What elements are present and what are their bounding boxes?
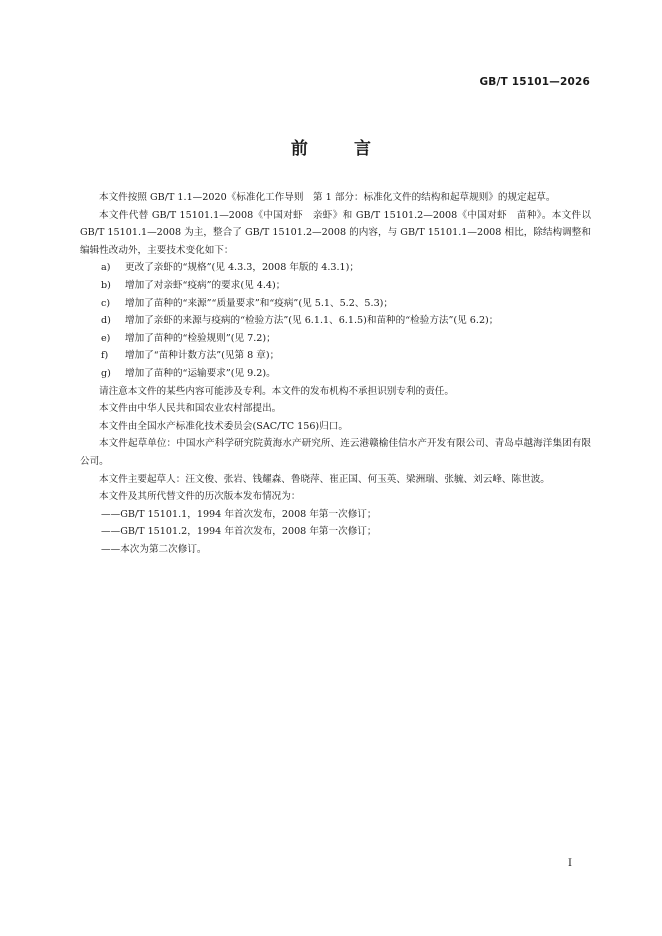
list-text: 更改了亲虾的“规格”(见 4.3.3，2008 年版的 4.3.1)； xyxy=(125,262,359,274)
history-item: ——GB/T 15101.1，1994 年首次发布，2008 年第一次修订； xyxy=(101,508,377,520)
paragraph-drafters: 本文件主要起草人：汪文俊、张岩、钱耀森、鲁晓萍、崔正国、何玉英、梁洲瑞、张毓、刘云峰、陈世波。 xyxy=(99,473,550,485)
paragraph-drafting-units: 本文件起草单位：中国水产科学研究院黄海水产研究所、连云港赣榆佳信水产开发有限公司、青岛卓越海洋集团有限公司。 xyxy=(80,438,591,467)
list-text: 增加了苗种的“检验规则”(见 7.2)； xyxy=(125,332,276,344)
page-title xyxy=(0,134,662,159)
history-item: ——GB/T 15101.2，1994 年首次发布，2008 年第一次修订； xyxy=(101,526,377,538)
title-char-2: 言 xyxy=(354,139,372,159)
list-marker: e) xyxy=(101,332,111,344)
list-text: 增加了“苗种计数方法”(见第 8 章)； xyxy=(125,350,280,362)
history-item: ——本次为第二次修订。 xyxy=(101,543,207,555)
paragraph-managed-by: 本文件由全国水产标准化技术委员会(SAC/TC 156)归口。 xyxy=(99,420,348,432)
paragraph-patent-notice: 请注意本文件的某些内容可能涉及专利。本文件的发布机构不承担识别专利的责任。 xyxy=(99,385,454,397)
paragraph-replacement: 本文件代替 GB/T 15101.1—2008《中国对虾 亲虾》和 GB/T 15101.2—2008《中国对虾 苗种》。本文件以 GB/T 15101.1—2008 为主，整合了 GB/T 15101.2—2008 的内容，与 GB/T 15101.1—2008 相比，除结构调整和编辑性改动外，主要技术变化如下： xyxy=(80,209,591,256)
list-item xyxy=(80,277,591,295)
list-item xyxy=(80,347,591,365)
list-item xyxy=(80,330,591,348)
page-number: I xyxy=(568,858,572,869)
list-item xyxy=(80,312,591,330)
list-text: 增加了苗种的“来源”“质量要求”和“疫病”(见 5.1、5.2、5.3)； xyxy=(125,297,394,309)
list-text: 增加了亲虾的来源与疫病的“检验方法”(见 6.1.1、6.1.5)和苗种的“检验方法”(见 6.2)； xyxy=(125,315,499,327)
paragraph-proposed-by: 本文件由中华人民共和国农业农村部提出。 xyxy=(99,403,282,415)
paragraph-drafting-rules: 本文件按照 GB/T 1.1—2020《标准化工作导则 第 1 部分：标准化文件的结构和起草规则》的规定起草。 xyxy=(99,192,556,203)
list-item xyxy=(80,259,591,277)
paragraph-history-intro: 本文件及其所代替文件的历次版本发布情况为： xyxy=(99,491,301,503)
list-marker: g) xyxy=(101,367,111,379)
list-item xyxy=(80,295,591,313)
list-marker: c) xyxy=(101,297,111,309)
list-text: 增加了对亲虾“疫病”的要求(见 4.4)； xyxy=(125,279,286,291)
foreword-body xyxy=(80,189,591,558)
list-marker: d) xyxy=(101,315,111,327)
list-marker: a) xyxy=(101,262,111,274)
title-char-1: 前 xyxy=(290,139,308,159)
list-text: 增加了苗种的“运输要求”(见 9.2)。 xyxy=(125,367,276,379)
list-marker: f) xyxy=(101,350,109,362)
list-marker: b) xyxy=(101,279,111,291)
list-item xyxy=(80,365,591,383)
standard-code: GB/T 15101—2026 xyxy=(479,76,590,88)
